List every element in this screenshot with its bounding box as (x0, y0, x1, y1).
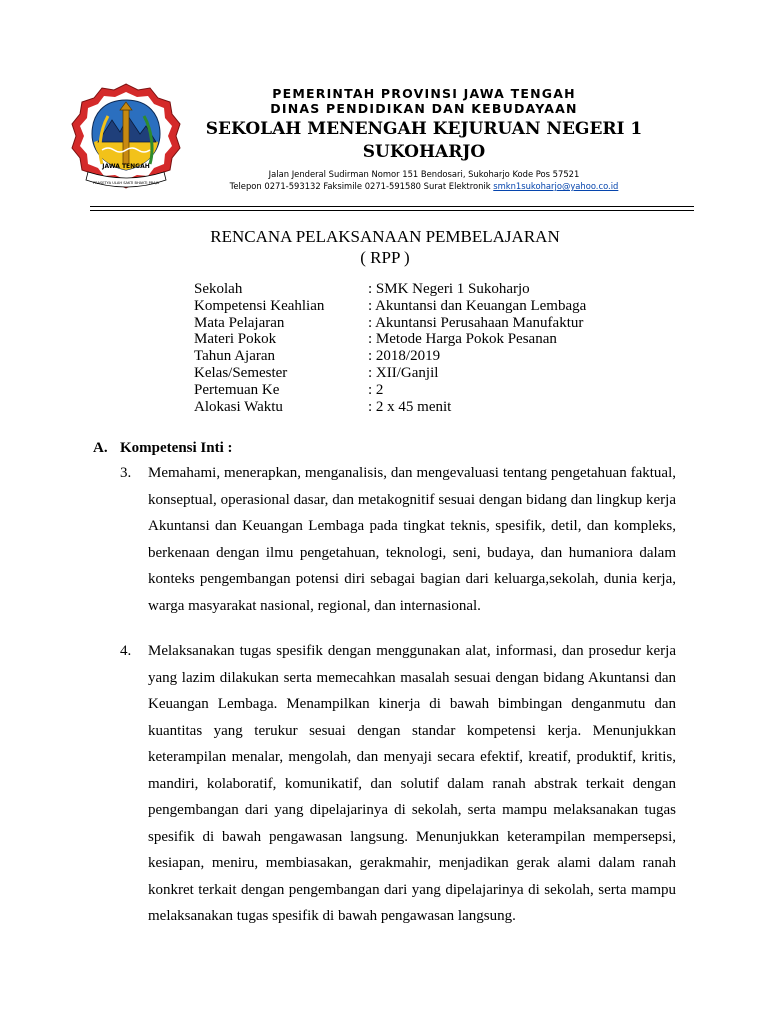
identity-row (194, 365, 586, 382)
identity-row (194, 348, 586, 365)
list-item-text: Melaksanakan tugas spesifik dengan menggunakan alat, informasi, dan prosedur kerja yang lazim dilakukan serta memecahkan masalah sesuai dengan bidang Akuntansi dan Keuangan Lembaga. Menampilkan kinerja di bawah bimbingan denganmutu dan kuantitas yang terukur sesuai dengan standar kompetensi kerja. Menunjukkan keterampilan menalar, mengolah, dan menyaji secara efektif, kreatif, produktif, kritis, mandiri, kolaboratif, komunikatif, dan solutif dalam ranah abstrak terkait dengan pengembangan dari yang dipelajarinya di sekolah, serta mampu melaksanakan tugas spesifik di bawah pengawasan langsung. Menunjukkan keterampilan mempersepsi, kesiapan, meniru, membiasakan, gerakmahir, menjadikan gerak alami dalam ranah konkret terkait dengan pengembangan dari yang dipelajarinya di sekolah, serta mampu melaksanakan tugas spesifik di bawah pengawasan langsung. (148, 643, 676, 924)
identity-value: : Akuntansi Perusahaan Manufaktur (368, 314, 584, 331)
identity-label: Alokasi Waktu (194, 398, 283, 415)
identity-label: Mata Pelajaran (194, 314, 285, 331)
section-heading (93, 440, 233, 457)
identity-row (194, 382, 586, 399)
identity-value: : Metode Harga Pokok Pesanan (368, 331, 557, 348)
identity-value: : 2 x 45 menit (368, 398, 452, 415)
list-item-text: Memahami, menerapkan, menganalisis, dan mengevaluasi tentang pengetahuan faktual, konseptual, operasional dasar, dan metakognitif sesuai dengan bidang dan lingkup kerja Akuntansi dan Keuangan Lembaga pada tingkat teknis, spesifik, detil, dan kompleks, berkenaan dengan ilmu pengetahuan, teknologi, seni, budaya, dan humaniora dalam konteks pengembangan potensi diri sebagai bagian dari keluarga,sekolah, dunia kerja, warga masyarakat nasional, regional, dan internasional. (148, 465, 676, 614)
letterhead-school-city: SUKOHARJO (362, 142, 486, 162)
section-letter: A. (93, 440, 108, 456)
identity-row (194, 331, 586, 348)
identity-label: Pertemuan Ke (194, 381, 280, 398)
identity-row (194, 281, 586, 298)
list-item (93, 460, 676, 619)
letterhead (184, 86, 664, 192)
letterhead-government: PEMERINTAH PROVINSI JAWA TENGAH (272, 86, 576, 101)
section-title: Kompetensi Inti : (120, 440, 233, 456)
identity-label: Sekolah (194, 281, 243, 297)
identity-label: Kelas/Semester (194, 364, 288, 381)
document-title (100, 226, 670, 268)
letterhead-agency: DINAS PENDIDIKAN DAN KEBUDAYAAN (270, 101, 578, 116)
list-item (93, 638, 676, 930)
letterhead-school-name: SEKOLAH MENENGAH KEJURUAN NEGERI 1 (205, 119, 643, 139)
letterhead-contact (184, 180, 664, 192)
identity-row (194, 315, 586, 332)
list-item-number: 4. (120, 643, 132, 659)
letterhead-divider-thin (90, 210, 694, 211)
letterhead-address: Jalan Jenderal Sudirman Nomor 151 Bendosari, Sukoharjo Kode Pos 57521 (268, 169, 580, 179)
letterhead-contact-text: Telepon 0271-593132 Faksimile 0271-591580 Surat Elektronik (229, 181, 494, 191)
identity-row (194, 298, 586, 315)
identity-value: : SMK Negeri 1 Sukoharjo (368, 281, 530, 297)
letterhead-email-link[interactable]: smkn1sukoharjo@yahoo.co.id (493, 181, 619, 191)
identity-value: : 2 (368, 381, 384, 398)
identity-label: Materi Pokok (194, 331, 277, 348)
identity-row (194, 399, 586, 416)
title-line-2: ( RPP ) (360, 248, 410, 267)
identity-label: Tahun Ajaran (194, 348, 276, 365)
logo-top-text: JAWA TENGAH (102, 163, 150, 170)
identity-table (194, 281, 586, 415)
identity-value: : XII/Ganjil (368, 364, 439, 381)
identity-value: : Akuntansi dan Keuangan Lembaga (368, 297, 587, 314)
title-line-1: RENCANA PELAKSANAAN PEMBELAJARAN (210, 227, 560, 246)
identity-label: Kompetensi Keahlian (194, 297, 325, 314)
identity-value: : 2018/2019 (368, 348, 441, 365)
logo-bottom-text: PRASETYA ULAH SAKTI BHAKTI PRAJA (92, 181, 160, 185)
province-emblem-logo (68, 80, 184, 200)
letterhead-divider-thick (90, 206, 694, 207)
list-item-number: 3. (120, 465, 132, 481)
